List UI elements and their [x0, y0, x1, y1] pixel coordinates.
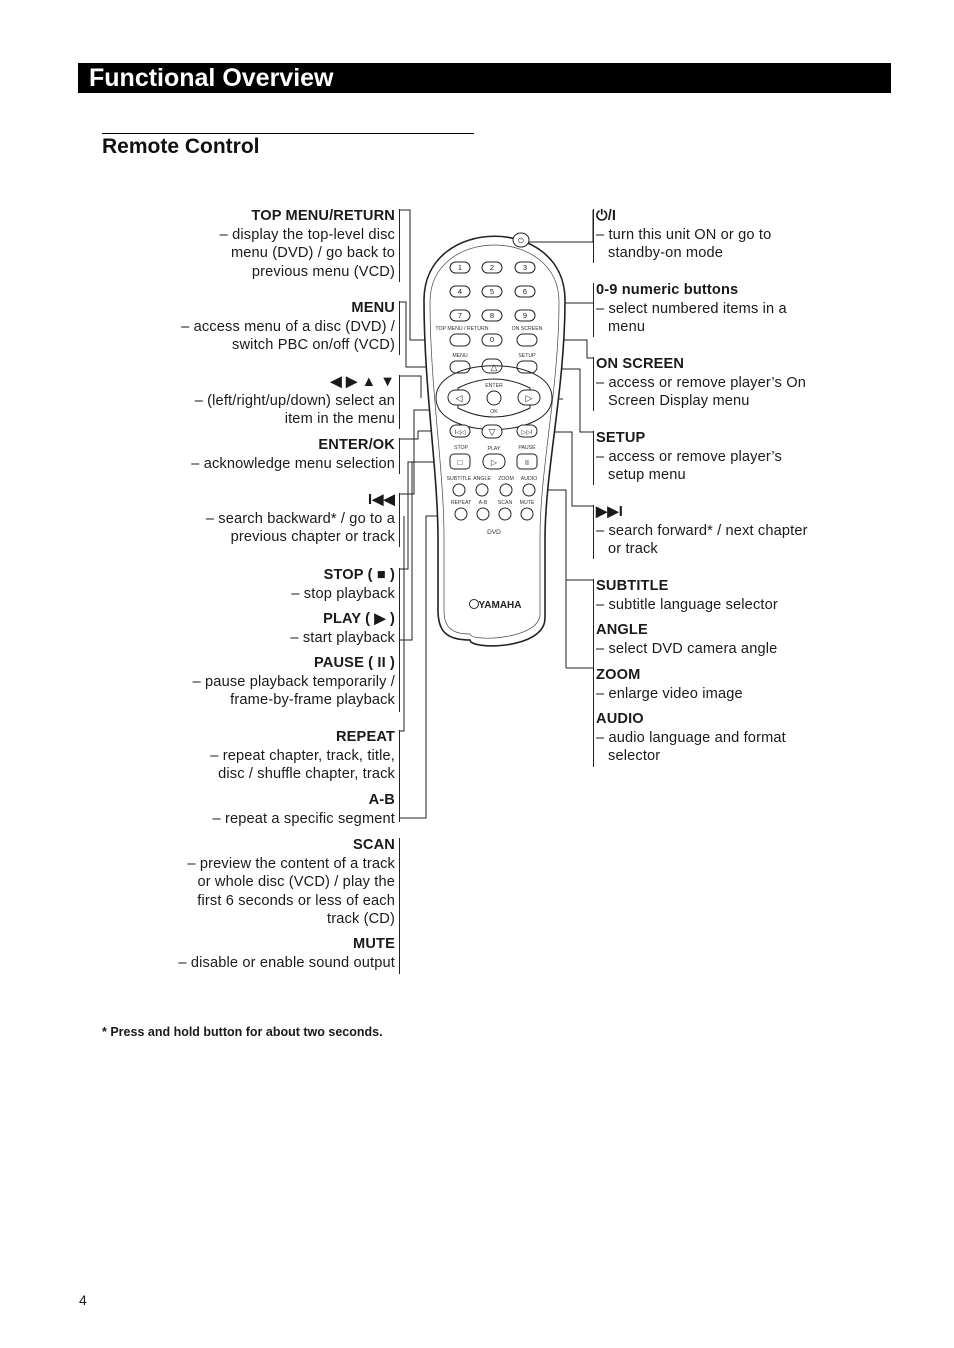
label-menu: MENU – access menu of a disc (DVD) / switch PBC on/off (VCD) — [181, 300, 395, 354]
svg-text:6: 6 — [522, 287, 528, 296]
label-a-b: A-B – repeat a specific segment — [212, 792, 395, 827]
label-top-menu-return: TOP MENU/RETURN – display the top-level disc menu (DVD) / go back to previous menu (VCD) — [219, 208, 395, 280]
svg-text:▽: ▽ — [488, 427, 496, 437]
svg-text:SCAN: SCAN — [497, 500, 513, 506]
svg-text:△: △ — [490, 362, 498, 372]
svg-text:SUBTITLE: SUBTITLE — [446, 476, 472, 482]
svg-text:AUDIO: AUDIO — [520, 476, 538, 482]
top-menu-return-button — [450, 334, 470, 346]
label-scan: SCAN – preview the content of a track or whole disc (VCD) / play the first 6 seconds or less of each track (CD) — [187, 837, 395, 928]
label-on-screen: ON SCREEN – access or remove player’s On Screen Display menu — [596, 356, 806, 410]
subtitle-button — [453, 484, 465, 496]
label-pause: PAUSE ( II ) – pause playback temporarily / frame-by-frame playback — [192, 655, 395, 709]
svg-text:8: 8 — [489, 311, 495, 320]
svg-text:PLAY: PLAY — [487, 446, 501, 452]
svg-text:3: 3 — [522, 263, 528, 272]
scan-button — [499, 508, 511, 520]
zoom-button — [500, 484, 512, 496]
enter-ok-button — [487, 391, 501, 405]
audio-button — [523, 484, 535, 496]
label-mute: MUTE – disable or enable sound output — [178, 936, 395, 971]
svg-text:TOP MENU / RETURN: TOP MENU / RETURN — [435, 326, 489, 332]
label-play: PLAY ( ▶ ) – start playback — [290, 611, 395, 646]
svg-text:I◁◁: I◁◁ — [454, 430, 466, 436]
label-audio: AUDIO – audio language and format selector — [596, 711, 786, 765]
svg-text:▷: ▷ — [490, 458, 498, 467]
on-screen-button — [517, 334, 537, 346]
svg-text:PAUSE: PAUSE — [518, 445, 536, 451]
svg-text:⏻: ⏻ — [518, 238, 524, 245]
svg-text:MUTE: MUTE — [519, 500, 535, 506]
label-subtitle: SUBTITLE – subtitle language selector — [596, 578, 778, 613]
label-arrows: ◀ ▶ ▲ ▼ – (left/right/up/down) select an item in the menu — [194, 374, 395, 428]
svg-text:YAMAHA: YAMAHA — [478, 600, 522, 611]
svg-text:ON SCREEN: ON SCREEN — [511, 326, 543, 332]
svg-text:SETUP: SETUP — [518, 353, 536, 359]
label-stop: STOP ( ■ ) – stop playback — [291, 567, 395, 602]
footnote: * Press and hold button for about two seconds. — [102, 1025, 383, 1039]
page-title: Functional Overview — [89, 64, 334, 92]
label-power: ⏻/I – turn this unit ON or go to standby-on mode — [596, 208, 772, 262]
svg-text:REPEAT: REPEAT — [450, 500, 472, 506]
svg-text:ENTER: ENTER — [485, 383, 503, 389]
svg-text:STOP: STOP — [453, 445, 469, 451]
label-enter-ok: ENTER/OK – acknowledge menu selection — [191, 437, 395, 472]
label-repeat: REPEAT – repeat chapter, track, title, disc / shuffle chapter, track — [210, 729, 395, 783]
svg-text:9: 9 — [522, 311, 528, 320]
svg-text:0: 0 — [489, 335, 495, 344]
remote-body — [424, 236, 565, 646]
label-zoom: ZOOM – enlarge video image — [596, 667, 743, 702]
svg-text:ANGLE: ANGLE — [473, 476, 491, 482]
svg-text:OK: OK — [490, 409, 498, 415]
svg-text:ZOOM: ZOOM — [498, 476, 514, 482]
repeat-button — [455, 508, 467, 520]
label-setup: SETUP – access or remove player’s setup menu — [596, 430, 783, 484]
svg-text:▷: ▷ — [525, 393, 533, 403]
svg-text:4: 4 — [457, 287, 463, 296]
svg-text:II: II — [525, 460, 529, 467]
svg-text:1: 1 — [457, 263, 463, 272]
angle-button — [476, 484, 488, 496]
svg-text:□: □ — [457, 458, 463, 467]
svg-text:▷▷I: ▷▷I — [521, 430, 533, 436]
label-next: ▶▶I – search forward* / next chapter or track — [596, 504, 808, 558]
label-numeric-buttons: 0-9 numeric buttons – select numbered items in a menu — [596, 282, 787, 336]
svg-text:2: 2 — [489, 263, 495, 272]
svg-text:7: 7 — [457, 311, 463, 320]
svg-text:5: 5 — [489, 287, 495, 296]
svg-text:DVD: DVD — [487, 529, 501, 536]
svg-text:◁: ◁ — [455, 393, 463, 403]
label-previous: I◀◀ – search backward* / go to a previous chapter or track — [205, 492, 395, 546]
mute-button — [521, 508, 533, 520]
svg-text:MENU: MENU — [452, 353, 468, 359]
svg-text:A-B: A-B — [478, 500, 488, 506]
a-b-button — [477, 508, 489, 520]
page-number: 4 — [79, 1292, 87, 1308]
section-title: Remote Control — [102, 135, 260, 158]
label-angle: ANGLE – select DVD camera angle — [596, 622, 778, 657]
